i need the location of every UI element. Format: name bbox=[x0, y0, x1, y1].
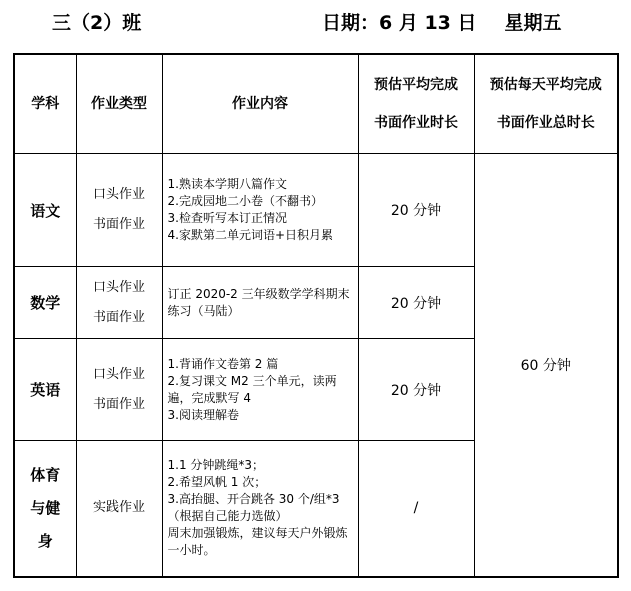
time-cell: / bbox=[358, 441, 474, 577]
subject-cell: 英语 bbox=[14, 339, 76, 441]
homework-table bbox=[13, 53, 619, 578]
type-cell bbox=[76, 267, 162, 339]
content-cell bbox=[162, 267, 358, 339]
type-cell bbox=[76, 339, 162, 441]
content-line: 3.高抬腿、开合跳各 30 个/组*3（根据自己能力选做） bbox=[167, 492, 340, 524]
type-line: 书面作业 bbox=[92, 396, 145, 412]
content-cell bbox=[162, 441, 358, 577]
subject-line: 体育 bbox=[30, 465, 61, 484]
type-line: 口头作业 bbox=[92, 279, 145, 295]
type-line: 书面作业 bbox=[92, 217, 145, 232]
weekday-text: 星期五 bbox=[504, 12, 562, 34]
type-line: 书面作业 bbox=[92, 309, 145, 325]
type-cell bbox=[76, 441, 162, 577]
content-line: 1.1 分钟跳绳*3； bbox=[167, 458, 265, 473]
content-line: 3.检查听写本订正情况 bbox=[167, 211, 287, 225]
time-cell: 20 分钟 bbox=[358, 267, 474, 339]
subject-cell bbox=[14, 441, 76, 577]
header-avg-time bbox=[358, 54, 474, 154]
time-cell: 20 分钟 bbox=[358, 339, 474, 441]
content-line: 2.完成园地二小卷（不翻书） bbox=[167, 194, 323, 208]
date-line bbox=[322, 8, 562, 35]
content-line: 1.背诵作文卷第 2 篇 bbox=[167, 356, 279, 371]
type-cell bbox=[76, 154, 162, 267]
type-line: 口头作业 bbox=[92, 366, 145, 382]
header-type: 作业类型 bbox=[76, 54, 162, 154]
header-total-line1: 预估每天平均完成 bbox=[489, 77, 602, 93]
content-line: 1.熟读本学期八篇作文 bbox=[167, 177, 287, 191]
table-row-chinese bbox=[14, 154, 618, 267]
content-line: 周末加强锻炼，建议每天户外锻炼一小时。 bbox=[167, 526, 348, 558]
total-time-cell: 60 分钟 bbox=[474, 154, 618, 577]
header-total-line2: 书面作业总时长 bbox=[496, 115, 595, 131]
content-line: 2.复习课文 M2 三个单元，读两遍，完成默写 4 bbox=[167, 373, 337, 405]
content-line: 订正 2020-2 三年级数学学科期末练习（马陆） bbox=[167, 286, 350, 318]
type-line: 实践作业 bbox=[92, 500, 145, 516]
header-content: 作业内容 bbox=[162, 54, 358, 154]
class-title: 三（2）班 bbox=[52, 12, 142, 34]
subject-line: 与健 bbox=[30, 498, 61, 517]
content-line: 3.阅读理解卷 bbox=[167, 407, 239, 422]
content-line: 4.家默第二单元词语+日积月累 bbox=[167, 228, 334, 242]
subject-line: 身 bbox=[37, 531, 53, 550]
content-line: 2.希望风帆 1 次； bbox=[167, 475, 267, 490]
content-cell bbox=[162, 154, 358, 267]
header-row bbox=[14, 54, 618, 154]
header-total-time bbox=[474, 54, 618, 154]
time-cell: 20 分钟 bbox=[358, 154, 474, 267]
date-text: 日期：6 月 13 日 bbox=[322, 12, 477, 34]
content-cell bbox=[162, 339, 358, 441]
header-avg-time-line1: 预估平均完成 bbox=[374, 77, 458, 93]
header-avg-time-line2: 书面作业时长 bbox=[374, 115, 458, 131]
header-subject: 学科 bbox=[14, 54, 76, 154]
type-line: 口头作业 bbox=[92, 187, 145, 202]
subject-cell: 语文 bbox=[14, 154, 76, 267]
subject-cell: 数学 bbox=[14, 267, 76, 339]
